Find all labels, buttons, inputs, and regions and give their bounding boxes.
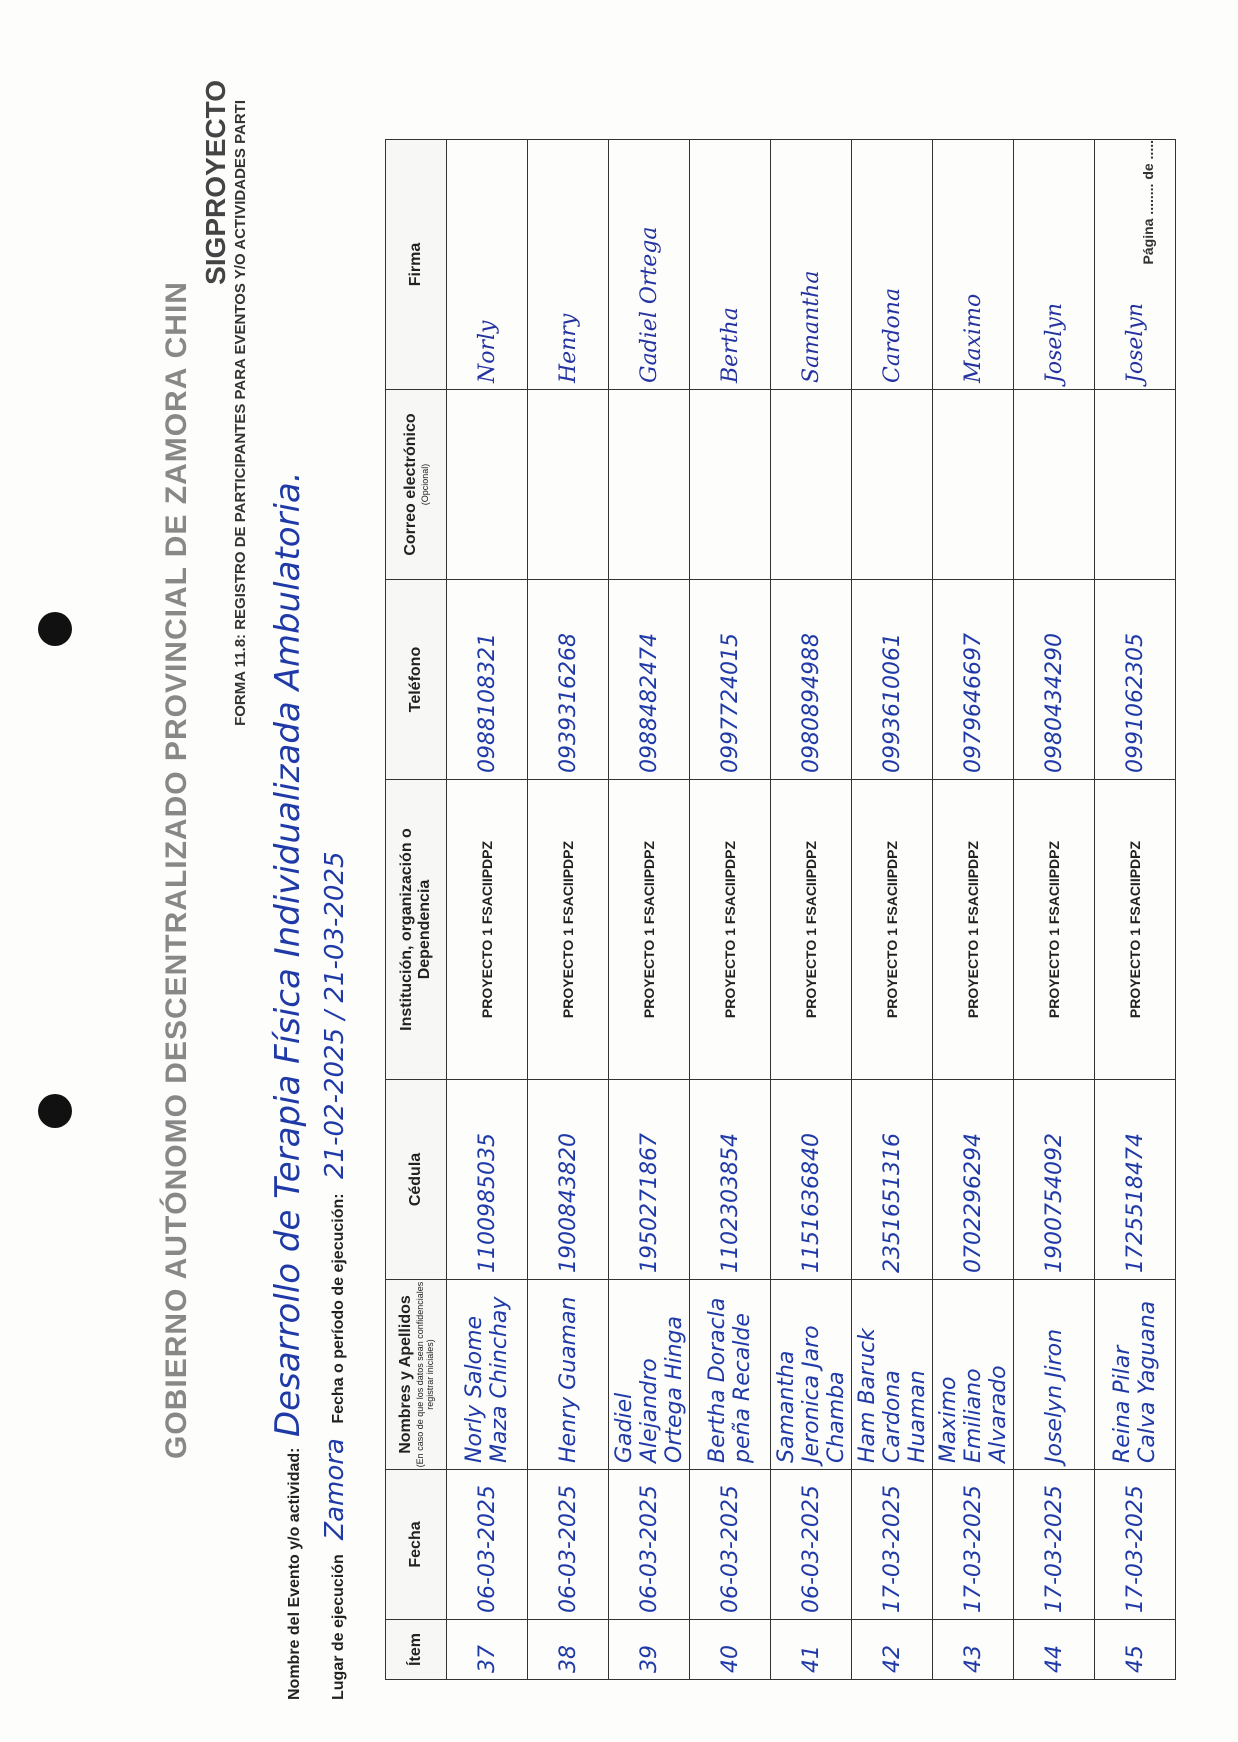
signature: Norly [474,320,500,383]
form-header [160,80,350,1700]
cell-institucion: PROYECTO 1 FSACIIPDPZ [771,780,852,1080]
period-label: Fecha o período de ejecución: [330,1193,347,1424]
cell-telefono: 0993610061 [852,580,933,780]
cell-telefono: 0991062305 [1095,580,1176,780]
cell-institucion: PROYECTO 1 FSACIIPDPZ [933,780,1014,1080]
signature: Cardona [879,287,905,383]
signature: Gadiel Ortega [636,226,662,383]
rotated-form [160,80,1210,1700]
cell-cedula: 1725518474 [1095,1080,1176,1280]
cell-correo [1095,390,1176,580]
cell-cedula: 1102303854 [690,1080,771,1280]
period-value: 21-02-2025 / 21-03-2025 [320,851,350,1179]
table-row [1014,140,1095,1680]
cell-fecha: 17-03-2025 [1095,1470,1176,1620]
cell-fecha: 06-03-2025 [771,1470,852,1620]
col-institucion: Institución, organización o Dependencia [386,780,447,1080]
place-label: Lugar de ejecución [330,1554,347,1700]
table-row [609,140,690,1680]
cell-nombre: Gadiel Alejandro Ortega Hinga [609,1280,690,1470]
cell-cedula: 0702296294 [933,1080,1014,1280]
cell-nombre: Joselyn Jiron [1014,1280,1095,1470]
col-correo-note: (Opcional) [420,463,430,506]
table-row [1095,140,1176,1680]
cell-institucion: PROYECTO 1 FSACIIPDPZ [1014,780,1095,1080]
cell-item: 39 [609,1620,690,1680]
cell-cedula: 1151636840 [771,1080,852,1280]
table-row [852,140,933,1680]
event-label: Nombre del Evento y/o actividad: [286,1447,303,1700]
place-value: Zamora [320,1438,350,1540]
cell-firma [933,140,1014,390]
table-row [771,140,852,1680]
cell-nombre: Maximo Emiliano Alvarado [933,1280,1014,1470]
cell-correo [528,390,609,580]
signature: Samantha [798,270,824,383]
cell-cedula: 1950271867 [609,1080,690,1280]
cell-item: 40 [690,1620,771,1680]
col-nombres-note: (En caso de que los datos sean confidenciales registrar iniciales) [415,1281,435,1468]
table-row [933,140,1014,1680]
event-value: Desarrollo de Terapia Física Individualizada Ambulatoria. [268,471,308,1438]
cell-item: 38 [528,1620,609,1680]
cell-firma [447,140,528,390]
cell-firma [1014,140,1095,390]
cell-nombre: Norly Salome Maza Chinchay [447,1280,528,1470]
table-row [528,140,609,1680]
cell-fecha: 06-03-2025 [447,1470,528,1620]
cell-item: 41 [771,1620,852,1680]
cell-cedula: 1900843820 [528,1080,609,1280]
event-line [268,140,308,1700]
cell-nombre: Ham Baruck Cardona Huaman [852,1280,933,1470]
cell-nombre: Reina Pilar Calva Yaguana [1095,1280,1176,1470]
cell-item: 42 [852,1620,933,1680]
signature: Bertha [717,307,743,383]
table-header-row [386,140,447,1680]
punch-hole-top [38,612,72,646]
signature: Joselyn [1041,302,1067,383]
cell-correo [447,390,528,580]
col-telefono: Teléfono [386,580,447,780]
cell-fecha: 17-03-2025 [852,1470,933,1620]
form-title: FORMA 11.8: REGISTRO DE PARTICIPANTES PARA EVENTOS Y/O ACTIVIDADES PARTI [232,100,249,726]
cell-correo [690,390,771,580]
organization-title: GOBIERNO AUTÓNOMO DESCENTRALIZADO PROVINCIAL DE ZAMORA CHIN [160,281,193,1459]
col-correo-label: Correo electrónico [402,413,419,556]
cell-correo [1014,390,1095,580]
cell-firma [609,140,690,390]
cell-institucion: PROYECTO 1 FSACIIPDPZ [1095,780,1176,1080]
cell-telefono: 0980434290 [1014,580,1095,780]
cell-correo [771,390,852,580]
cell-fecha: 06-03-2025 [690,1470,771,1620]
cell-telefono: 0997724015 [690,580,771,780]
col-cedula: Cédula [386,1080,447,1280]
cell-firma [690,140,771,390]
cell-firma [528,140,609,390]
signature: Maximo [960,293,986,383]
cell-cedula: 1900754092 [1014,1080,1095,1280]
cell-telefono: 0988482474 [609,580,690,780]
table-row [447,140,528,1680]
cell-nombre: Samantha Jeronica Jaro Chamba [771,1280,852,1470]
cell-fecha: 06-03-2025 [528,1470,609,1620]
cell-cedula: 2351651316 [852,1080,933,1280]
cell-nombre: Henry Guaman [528,1280,609,1470]
punch-hole-bottom [38,1094,72,1128]
cell-telefono: 0979646697 [933,580,1014,780]
signature: Joselyn [1122,302,1148,383]
cell-item: 37 [447,1620,528,1680]
cell-item: 45 [1095,1620,1176,1680]
cell-institucion: PROYECTO 1 FSACIIPDPZ [852,780,933,1080]
system-title: SIGPROYECTO [200,80,231,285]
cell-correo [852,390,933,580]
col-fecha: Fecha [386,1470,447,1620]
participants-table [385,139,1176,1680]
col-item: Ítem [386,1620,447,1680]
cell-firma [771,140,852,390]
cell-correo [609,390,690,580]
col-nombres-label: Nombres y Apellidos [397,1295,414,1454]
signature: Henry [555,313,581,383]
cell-item: 43 [933,1620,1014,1680]
col-correo [386,390,447,580]
table-row [690,140,771,1680]
place-period-line [320,140,350,1700]
cell-telefono: 0988108321 [447,580,528,780]
cell-correo [933,390,1014,580]
cell-cedula: 1100985035 [447,1080,528,1280]
cell-institucion: PROYECTO 1 FSACIIPDPZ [690,780,771,1080]
cell-institucion: PROYECTO 1 FSACIIPDPZ [447,780,528,1080]
cell-institucion: PROYECTO 1 FSACIIPDPZ [609,780,690,1080]
cell-firma [852,140,933,390]
col-nombres [386,1280,447,1470]
cell-telefono: 0980894988 [771,580,852,780]
cell-institucion: PROYECTO 1 FSACIIPDPZ [528,780,609,1080]
cell-nombre: Bertha Doracla peña Recalde [690,1280,771,1470]
cell-firma [1095,140,1176,390]
cell-item: 44 [1014,1620,1095,1680]
cell-fecha: 17-03-2025 [933,1470,1014,1620]
col-firma: Firma [386,140,447,390]
cell-fecha: 17-03-2025 [1014,1470,1095,1620]
cell-fecha: 06-03-2025 [609,1470,690,1620]
cell-telefono: 0939316268 [528,580,609,780]
page-counter: Página ........ de ..... [1140,140,1156,265]
